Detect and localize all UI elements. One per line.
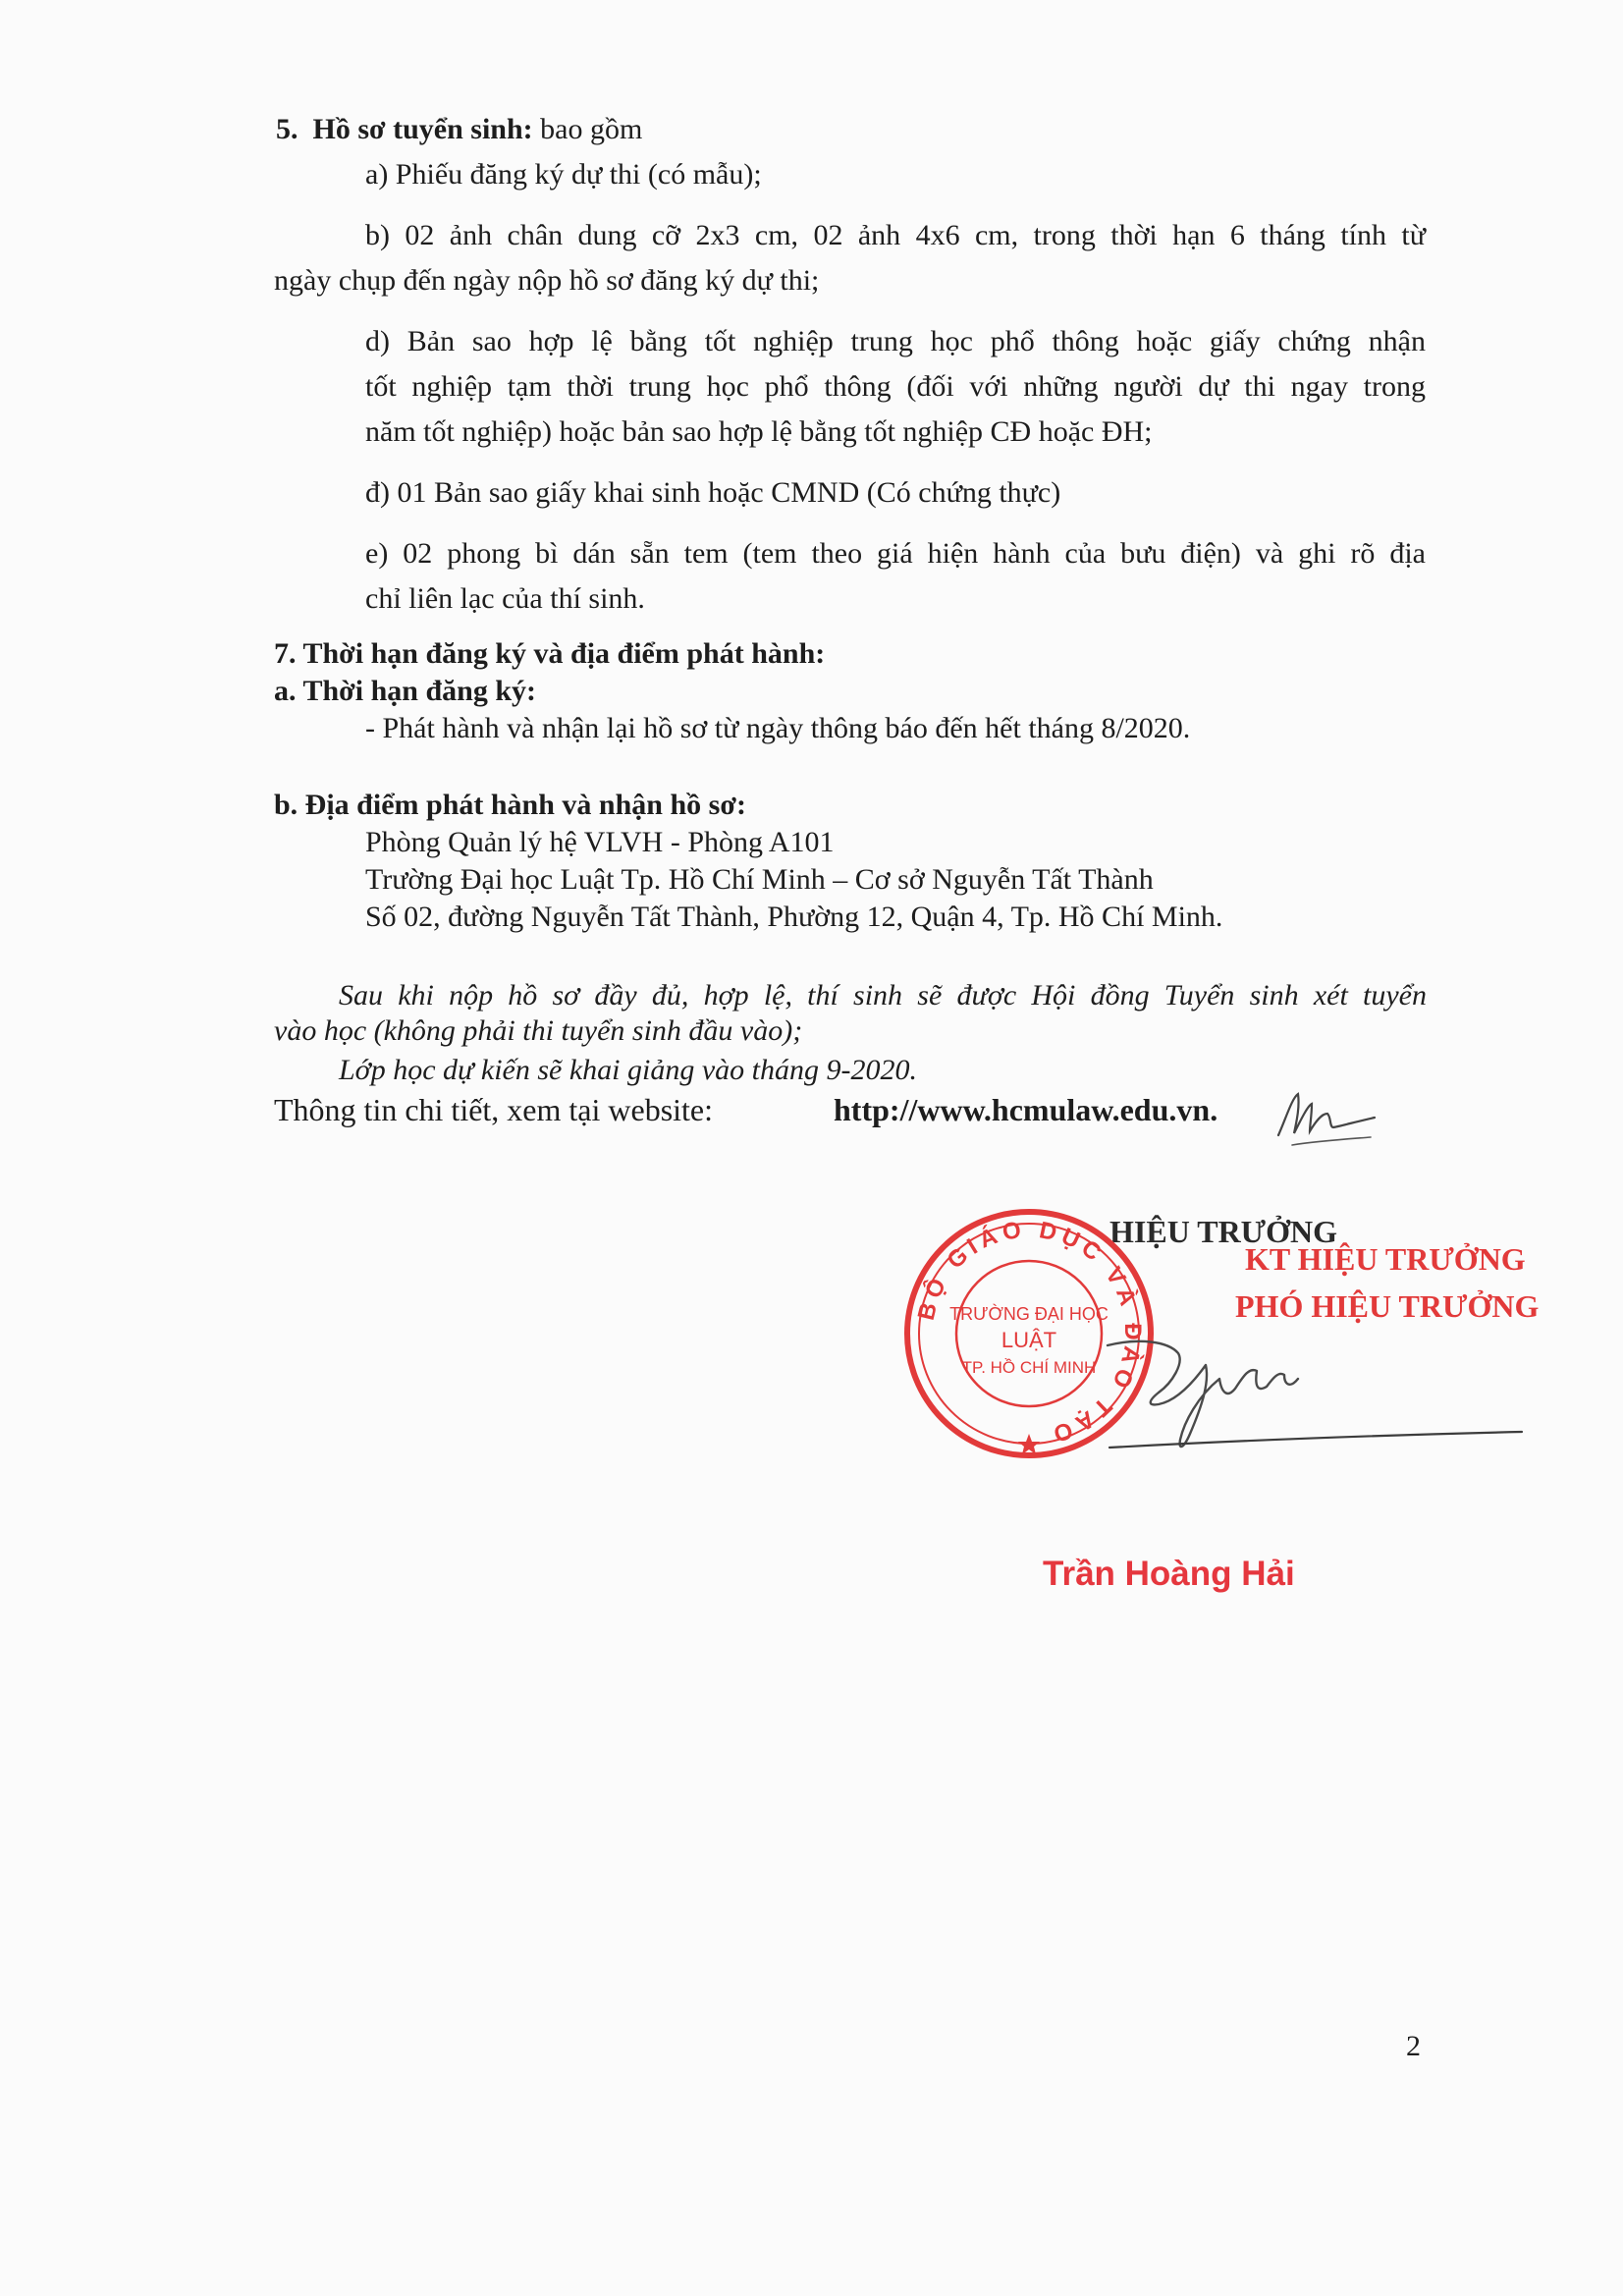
section-5-heading: [276, 112, 642, 147]
stamp-line-2: PHÓ HIỆU TRƯỞNG: [1235, 1288, 1540, 1324]
handwritten-signature-icon: [1100, 1324, 1532, 1471]
page-number: 2: [1406, 2030, 1421, 2062]
item-e-line2: chỉ liên lạc của thí sinh.: [365, 582, 645, 615]
item-d-line1: d) Bản sao hợp lệ bằng tốt nghiệp trung học phổ thông hoặc giấy chứng nhận: [365, 325, 1426, 357]
section-5-suffix: bao gồm: [532, 113, 643, 145]
item-d-line3: năm tốt nghiệp) hoặc bản sao hợp lệ bằng tốt nghiệp CĐ hoặc ĐH;: [365, 415, 1153, 448]
section-7a-text: - Phát hành và nhận lại hồ sơ từ ngày thông báo đến hết tháng 8/2020.: [365, 712, 1191, 744]
address-line-1: Phòng Quản lý hệ VLVH - Phòng A101: [365, 826, 835, 858]
note-2: Lớp học dự kiến sẽ khai giảng vào tháng 9-2020.: [339, 1054, 917, 1086]
website-label: Thông tin chi tiết, xem tại website:: [274, 1092, 714, 1127]
item-dd: đ) 01 Bản sao giấy khai sinh hoặc CMND (Có chứng thực): [365, 476, 1061, 509]
item-e-line1: e) 02 phong bì dán sẵn tem (tem theo giá hiện hành của bưu điện) và ghi rõ địa: [365, 537, 1426, 570]
seal-inner-line-1: TRƯỜNG ĐẠI HỌC: [949, 1304, 1109, 1324]
item-d-line2: tốt nghiệp tạm thời trung học phổ thông (đối với những người dự thi ngay trong: [365, 370, 1426, 403]
website-url[interactable]: http://www.hcmulaw.edu.vn.: [834, 1092, 1218, 1127]
section-7b-title: b. Địa điểm phát hành và nhận hồ sơ:: [274, 789, 746, 821]
seal-inner-line-3: TP. HỒ CHÍ MINH: [961, 1358, 1097, 1377]
section-5-title: Hồ sơ tuyển sinh:: [312, 113, 533, 145]
address-line-3: Số 02, đường Nguyễn Tất Thành, Phường 12, Quận 4, Tp. Hồ Chí Minh.: [365, 901, 1223, 933]
stamp-line-1: KT HIỆU TRƯỞNG: [1245, 1241, 1526, 1277]
section-7-title: 7. Thời hạn đăng ký và địa điểm phát hành:: [274, 637, 826, 670]
section-5-number: 5.: [276, 113, 298, 145]
note-1-line1: Sau khi nộp hồ sơ đầy đủ, hợp lệ, thí sinh sẽ được Hội đồng Tuyển sinh xét tuyển: [339, 979, 1427, 1011]
address-line-2: Trường Đại học Luật Tp. Hồ Chí Minh – Cơ sở Nguyễn Tất Thành: [365, 863, 1154, 896]
signer-name: Trần Hoàng Hải: [1043, 1555, 1295, 1593]
item-b-line1: b) 02 ảnh chân dung cỡ 2x3 cm, 02 ảnh 4x6 cm, trong thời hạn 6 tháng tính từ: [365, 219, 1426, 251]
initial-mark-icon: [1272, 1088, 1380, 1147]
seal-inner-line-2: LUẬT: [1001, 1328, 1057, 1352]
note-1-line2: vào học (không phải thi tuyển sinh đầu vào);: [274, 1014, 803, 1047]
item-b-line2: ngày chụp đến ngày nộp hồ sơ đăng ký dự thi;: [274, 264, 820, 297]
item-a: a) Phiếu đăng ký dự thi (có mẫu);: [365, 158, 762, 191]
seal-outer-text: BỘ GIÁO DỤC VÀ ĐÀO TẠO: [912, 1216, 1147, 1449]
printed-title: HIỆU TRƯỞNG: [1109, 1214, 1338, 1249]
section-7a-title: a. Thời hạn đăng ký:: [274, 675, 537, 707]
